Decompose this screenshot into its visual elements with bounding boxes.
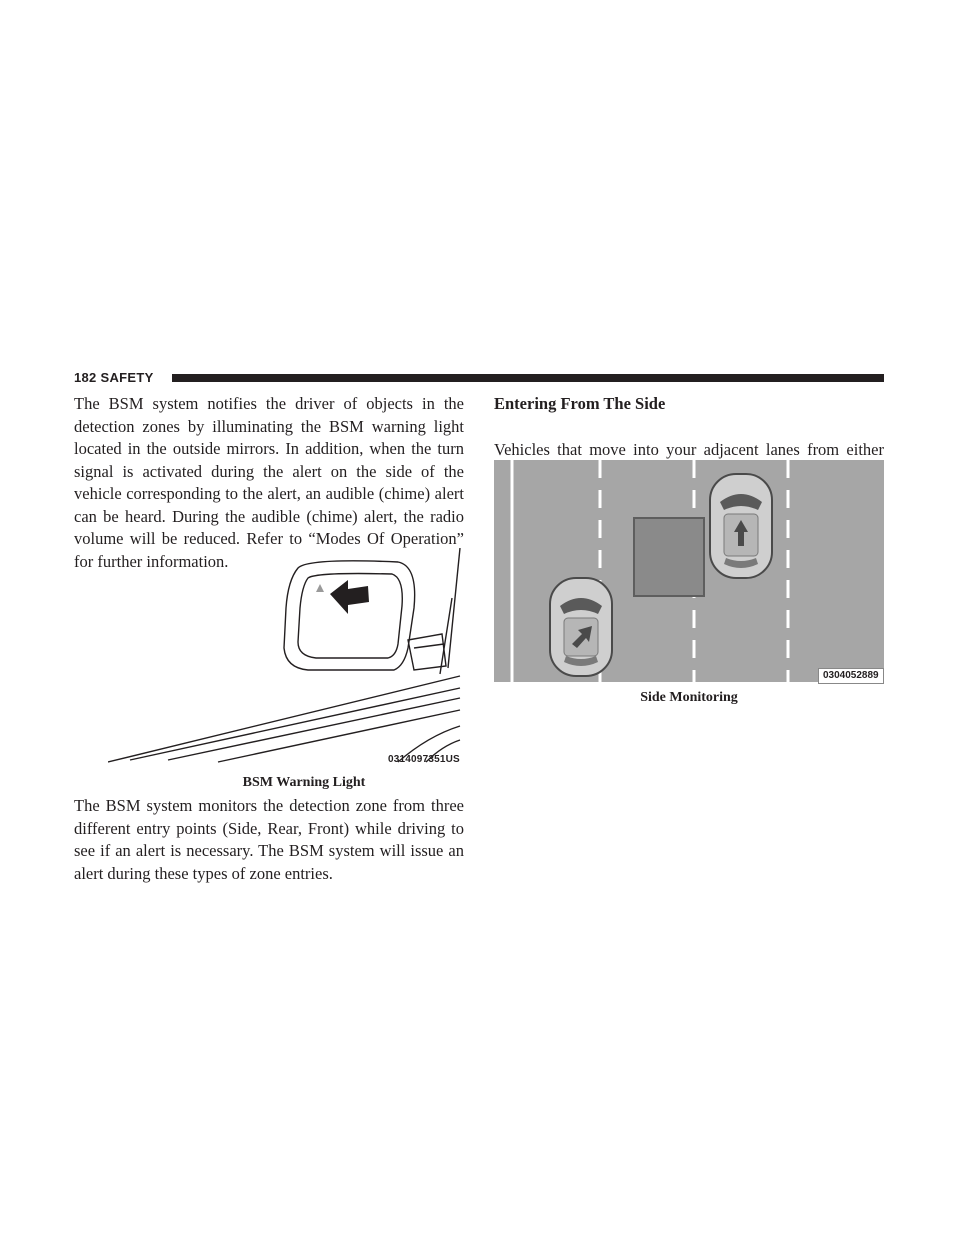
figure-code-mirror: 0314097351US (388, 754, 460, 765)
vehicle-bottom (550, 578, 612, 676)
caption-side-monitoring: Side Monitoring (640, 690, 738, 705)
paragraph-entering-from-side: Vehicles that move into your adjacent lanes from either (494, 440, 884, 459)
detection-zone (634, 518, 704, 596)
header-rule (172, 374, 884, 382)
warning-triangle-icon (316, 584, 324, 592)
vehicle-top (710, 474, 772, 578)
door-line-1 (108, 676, 460, 762)
bsm-warning-arrow-icon (330, 580, 369, 614)
figure-code-road: 0304052889 (818, 668, 884, 684)
paragraph-bsm-monitoring: The BSM system monitors the detection zone from three different entry points (Side, Rear, Front) while driving to see if an alert is necessary. The BSM system will issue an alert during these types of zone entries. (74, 796, 464, 883)
side-monitoring-illustration (494, 460, 884, 682)
mirror-glass (298, 574, 402, 659)
paragraph-bsm-notification: The BSM system notifies the driver of objects in the detection zones by illuminating the BSM warning light located in the outside mirrors. In addition, when the turn signal is activated during the alert on the side of the vehicle corresponding to the alert, an audible (chime) alert can be heard. During the audible (chime) alert, the radio volume will be reduced. Refer to “Modes Of Operation” for further information. (74, 394, 464, 571)
heading-entering-from-side: Entering From The Side (494, 394, 666, 413)
page-number-section: 182 SAFETY (74, 370, 154, 385)
mirror-mount (408, 634, 446, 670)
page-header (74, 370, 884, 386)
caption-bsm-warning-light: BSM Warning Light (242, 775, 366, 790)
door-line-3 (168, 698, 460, 760)
door-line-2 (130, 688, 460, 760)
bsm-warning-light-illustration (108, 548, 464, 770)
